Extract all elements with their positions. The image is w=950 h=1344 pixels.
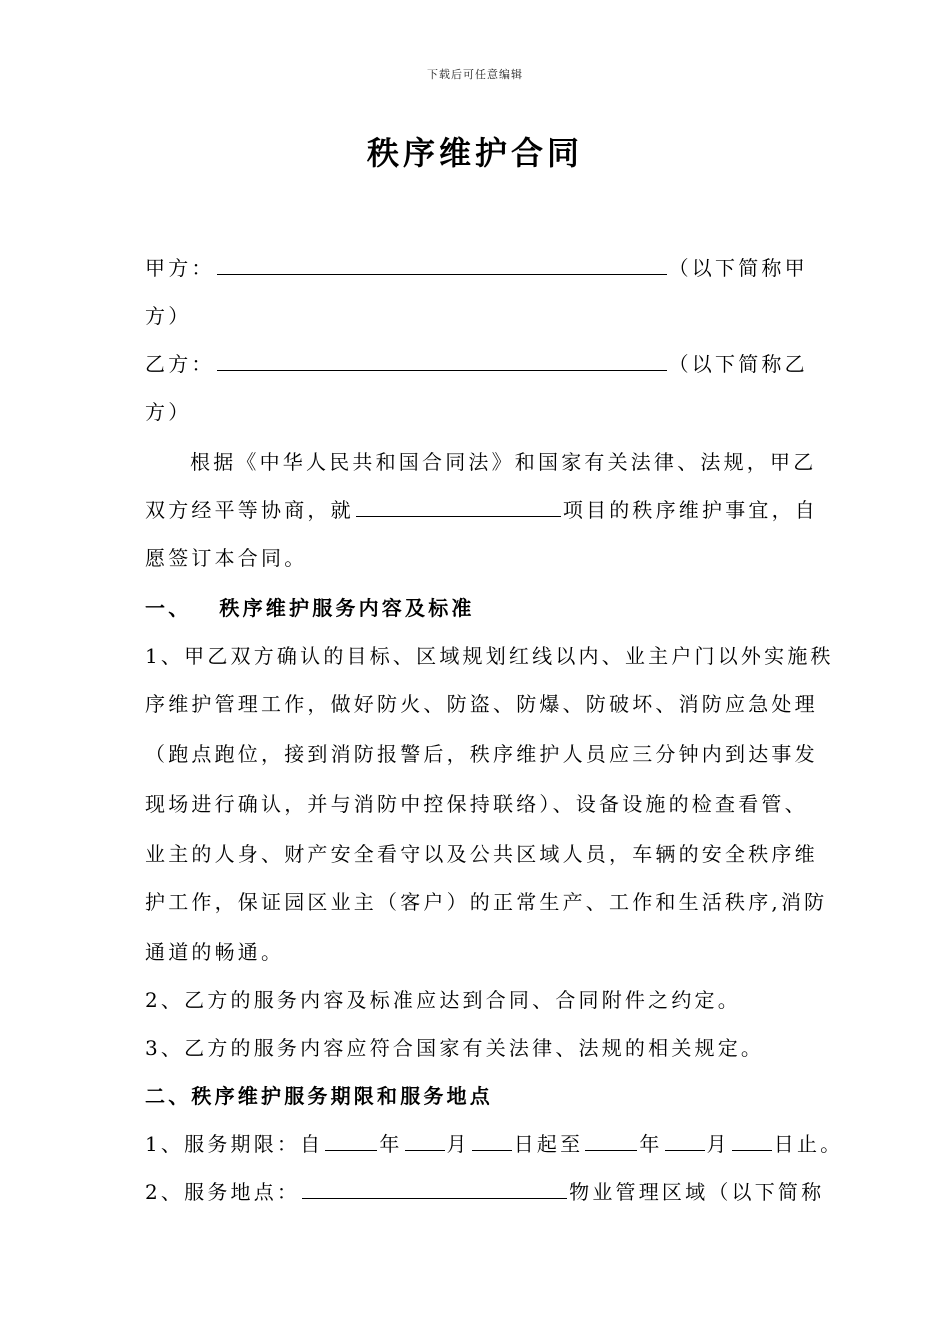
- section-1-heading: [145, 594, 815, 622]
- end-month-label: 月: [706, 1132, 730, 1156]
- party-a-blank[interactable]: [217, 254, 667, 275]
- party-b-label: 乙方：: [145, 352, 215, 376]
- party-b-cont: 方）: [145, 400, 192, 424]
- start-day-label: 日起至: [513, 1132, 584, 1156]
- section-1-item-1-line: 1、甲乙双方确认的目标、区域规划红线以内、业主户门以外实施秩: [145, 644, 834, 668]
- section-1-item-2: 2、乙方的服务内容及标准应达到合同、合同附件之约定。: [145, 988, 741, 1012]
- page-header: 下载后可任意编辑: [427, 68, 523, 81]
- party-a-suffix: （以下简称甲: [668, 256, 808, 280]
- service-place-prefix: 2、服务地点：: [145, 1180, 301, 1204]
- end-day-label: 日止。: [773, 1132, 844, 1156]
- party-a-label: 甲方：: [145, 256, 215, 280]
- section-1-item-3: 3、乙方的服务内容应符合国家有关法律、法规的相关规定。: [145, 1036, 765, 1060]
- party-a-line: [145, 254, 815, 282]
- service-term-prefix: 1、服务期限：自: [145, 1132, 324, 1156]
- end-year-label: 年: [639, 1132, 663, 1156]
- contract-title: 秩序维护合同: [366, 134, 583, 172]
- start-month-blank[interactable]: [405, 1130, 445, 1151]
- end-year-blank[interactable]: [585, 1130, 637, 1151]
- end-month-blank[interactable]: [665, 1130, 705, 1151]
- end-day-blank[interactable]: [732, 1130, 772, 1151]
- preamble-line-3: 愿签订本合同。: [145, 546, 308, 570]
- preamble-line-2: [145, 496, 819, 524]
- section-1-title: 秩序维护服务内容及标准: [219, 596, 475, 620]
- project-blank[interactable]: [356, 496, 561, 517]
- preamble-line-2-post: 项目的秩序维护事宜，自: [562, 498, 819, 522]
- preamble-line-2-pre: 双方经平等协商，就: [145, 498, 354, 522]
- service-term-line: [145, 1130, 844, 1158]
- section-1-item-1-line: 序维护管理工作，做好防火、防盗、防爆、防破坏、消防应急处理: [145, 692, 818, 716]
- start-day-blank[interactable]: [472, 1130, 512, 1151]
- section-1-item-1-line: 业主的人身、财产安全看守以及公共区域人员，车辆的安全秩序维: [145, 842, 818, 866]
- service-place-line: [145, 1178, 825, 1206]
- party-b-suffix: （以下简称乙: [668, 352, 808, 376]
- section-1-item-1-line: （跑点跑位，接到消防报警后，秩序维护人员应三分钟内到达事发: [145, 742, 818, 766]
- service-place-suffix: 物业管理区域（以下简称: [569, 1180, 825, 1204]
- section-1-item-1-line: 现场进行确认，并与消防中控保持联络）、设备设施的检查看管、: [145, 792, 808, 816]
- start-year-blank[interactable]: [325, 1130, 377, 1151]
- section-1-item-1-line: 通道的畅通。: [145, 940, 285, 964]
- service-place-blank[interactable]: [302, 1178, 567, 1199]
- section-1-item-1-line: 护工作，保证园区业主（客户）的正常生产、工作和生活秩序,消防: [145, 890, 828, 914]
- start-month-label: 月: [446, 1132, 470, 1156]
- preamble-line-1: 根据《中华人民共和国合同法》和国家有关法律、法规，甲乙: [190, 450, 817, 474]
- section-2-heading: 二、秩序维护服务期限和服务地点: [145, 1084, 493, 1108]
- party-b-blank[interactable]: [217, 350, 667, 371]
- section-1-number: 一、: [145, 596, 192, 620]
- start-year-label: 年: [379, 1132, 403, 1156]
- party-a-cont: 方）: [145, 304, 192, 328]
- party-b-line: [145, 350, 815, 378]
